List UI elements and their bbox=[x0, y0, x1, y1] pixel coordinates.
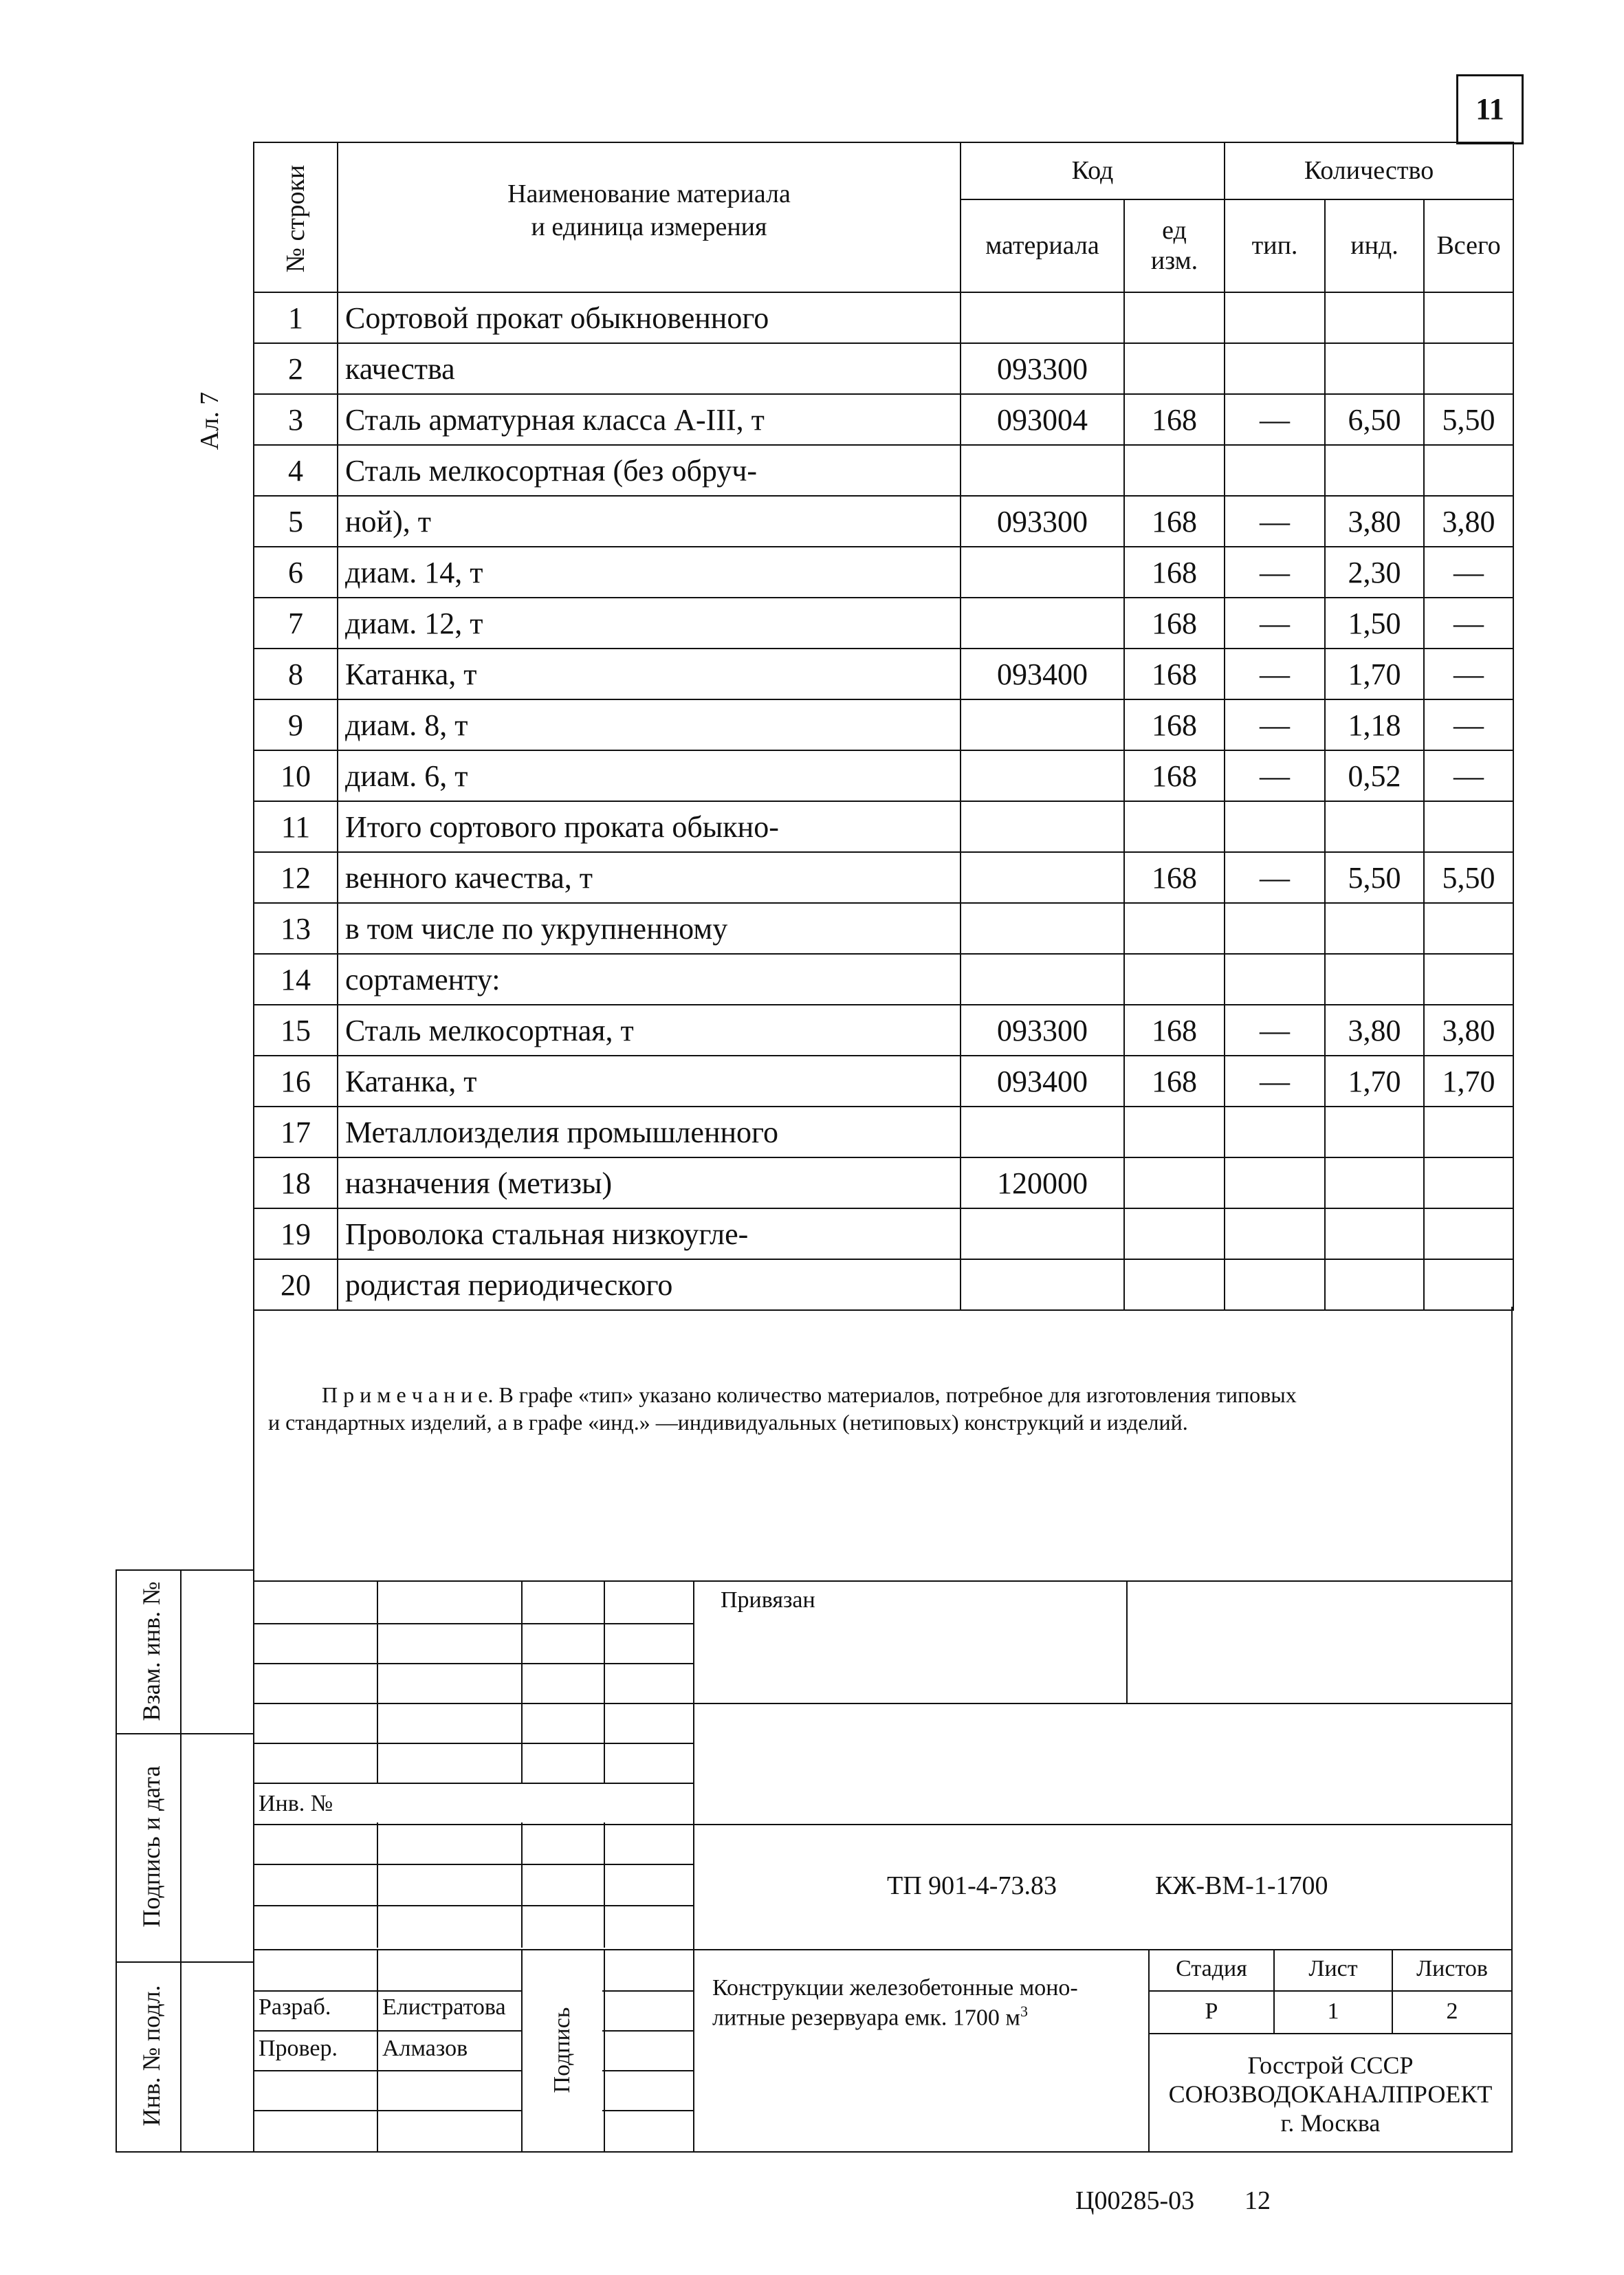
table-row bbox=[254, 343, 1513, 394]
tb-prover-label: Провер. bbox=[259, 2036, 338, 2061]
row-name: Катанка, т bbox=[338, 1056, 961, 1107]
table-row bbox=[254, 496, 1513, 547]
note-label: П р и м е ч а н и е. bbox=[322, 1382, 494, 1407]
row-qty-ind: 0,52 bbox=[1325, 750, 1424, 801]
row-number: 7 bbox=[254, 598, 338, 649]
row-material-code: 120000 bbox=[961, 1157, 1124, 1208]
row-unit-code: 168 bbox=[1124, 750, 1225, 801]
tb-col-line bbox=[377, 1949, 378, 2153]
row-material-code: 093300 bbox=[961, 343, 1124, 394]
row-unit-code bbox=[1124, 801, 1225, 852]
table-row bbox=[254, 750, 1513, 801]
tb-title-line1: Конструкции железобетонные моно- bbox=[712, 1975, 1078, 2001]
row-qty-ind bbox=[1325, 292, 1424, 343]
row-material-code bbox=[961, 1208, 1124, 1259]
header-q-typ: тип. bbox=[1225, 199, 1325, 292]
row-name: Сталь арматурная класса А-III, т bbox=[338, 394, 961, 445]
tb-podpis: Подпись bbox=[549, 2007, 575, 2093]
row-unit-code: 168 bbox=[1124, 496, 1225, 547]
row-unit-code bbox=[1124, 292, 1225, 343]
tb-sheets: 2 bbox=[1446, 1999, 1458, 2024]
header-row-no-text: № строки bbox=[281, 164, 310, 273]
header-code: Код bbox=[961, 142, 1225, 199]
row-name: Сталь мелкосортная, т bbox=[338, 1005, 961, 1056]
row-qty-total: 5,50 bbox=[1424, 394, 1513, 445]
row-unit-code bbox=[1124, 343, 1225, 394]
row-unit-code: 168 bbox=[1124, 1056, 1225, 1107]
row-qty-typ: — bbox=[1225, 598, 1325, 649]
tb-row-line bbox=[253, 2070, 693, 2071]
row-number: 5 bbox=[254, 496, 338, 547]
note-line1 bbox=[322, 1382, 1297, 1408]
tb-sheet: 1 bbox=[1327, 1999, 1339, 2024]
row-qty-typ: — bbox=[1225, 649, 1325, 699]
row-qty-total: — bbox=[1424, 699, 1513, 750]
tb-inv-no: Инв. № bbox=[259, 1791, 333, 1816]
header-q-ind: инд. bbox=[1325, 199, 1424, 292]
row-qty-typ: — bbox=[1225, 852, 1325, 903]
row-qty-typ bbox=[1225, 1259, 1325, 1310]
row-qty-total: 3,80 bbox=[1424, 1005, 1513, 1056]
header-code-unit bbox=[1124, 199, 1225, 292]
tb-doc-code: ТП 901-4-73.83 bbox=[887, 1871, 1057, 1900]
table-row bbox=[254, 1107, 1513, 1157]
row-name: назначения (метизы) bbox=[338, 1157, 961, 1208]
header-name bbox=[338, 142, 961, 292]
row-name: сортаменту: bbox=[338, 954, 961, 1005]
row-qty-total bbox=[1424, 903, 1513, 954]
row-material-code: 093004 bbox=[961, 394, 1124, 445]
row-qty-typ bbox=[1225, 1107, 1325, 1157]
row-qty-total bbox=[1424, 1107, 1513, 1157]
tb-title-sup: 3 bbox=[1020, 2003, 1028, 2020]
row-qty-ind: 1,18 bbox=[1325, 699, 1424, 750]
table-row bbox=[254, 1157, 1513, 1208]
tb-privyazan-bottom bbox=[693, 1703, 1513, 1704]
tb-row-line bbox=[253, 2030, 693, 2032]
row-material-code bbox=[961, 903, 1124, 954]
table-row bbox=[254, 699, 1513, 750]
row-material-code bbox=[961, 292, 1124, 343]
row-name: диам. 8, т bbox=[338, 699, 961, 750]
row-number: 10 bbox=[254, 750, 338, 801]
row-number: 18 bbox=[254, 1157, 338, 1208]
materials-table bbox=[253, 142, 1514, 1311]
row-qty-typ bbox=[1225, 954, 1325, 1005]
row-number: 2 bbox=[254, 343, 338, 394]
row-number: 13 bbox=[254, 903, 338, 954]
table-row bbox=[254, 801, 1513, 852]
row-qty-ind bbox=[1325, 954, 1424, 1005]
side-stamp-vdiv bbox=[180, 1569, 182, 2153]
tb-org3: г. Москва bbox=[1280, 2109, 1381, 2137]
row-qty-ind bbox=[1325, 1107, 1424, 1157]
row-name: в том числе по укрупненному bbox=[338, 903, 961, 954]
row-qty-typ: — bbox=[1225, 1005, 1325, 1056]
table-row bbox=[254, 649, 1513, 699]
row-qty-typ bbox=[1225, 801, 1325, 852]
table-row bbox=[254, 598, 1513, 649]
row-name: диам. 6, т bbox=[338, 750, 961, 801]
table-row bbox=[254, 903, 1513, 954]
row-number: 1 bbox=[254, 292, 338, 343]
row-qty-ind: 6,50 bbox=[1325, 394, 1424, 445]
row-unit-code: 168 bbox=[1124, 1005, 1225, 1056]
row-unit-code: 168 bbox=[1124, 598, 1225, 649]
row-qty-ind bbox=[1325, 801, 1424, 852]
row-material-code bbox=[961, 547, 1124, 598]
row-name: Итого сортового проката обыкно- bbox=[338, 801, 961, 852]
row-number: 3 bbox=[254, 394, 338, 445]
footer-page: 12 bbox=[1244, 2186, 1271, 2215]
row-qty-ind: 3,80 bbox=[1325, 1005, 1424, 1056]
row-number: 12 bbox=[254, 852, 338, 903]
row-qty-total bbox=[1424, 292, 1513, 343]
row-qty-ind bbox=[1325, 1208, 1424, 1259]
row-unit-code: 168 bbox=[1124, 394, 1225, 445]
table-row bbox=[254, 1056, 1513, 1107]
row-material-code bbox=[961, 954, 1124, 1005]
header-code-unit-2: изм. bbox=[1150, 246, 1198, 276]
row-qty-total bbox=[1424, 1157, 1513, 1208]
row-name: Сталь мелкосортная (без обруч- bbox=[338, 445, 961, 496]
row-qty-total bbox=[1424, 954, 1513, 1005]
tb-sheet-code: КЖ-ВМ-1-1700 bbox=[1155, 1871, 1328, 1900]
header-name-line1: Наименование материала bbox=[507, 179, 791, 208]
row-qty-typ bbox=[1225, 903, 1325, 954]
row-qty-total bbox=[1424, 343, 1513, 394]
row-qty-ind: 3,80 bbox=[1325, 496, 1424, 547]
row-unit-code bbox=[1124, 1208, 1225, 1259]
note-line2: и стандартных изделий, а в графе «инд.» —индивидуальных (нетиповых) конструкций и изделий. bbox=[268, 1410, 1188, 1435]
row-qty-typ bbox=[1225, 1157, 1325, 1208]
row-qty-total: — bbox=[1424, 547, 1513, 598]
row-unit-code bbox=[1124, 903, 1225, 954]
tb-privyazan: Привязан bbox=[721, 1587, 815, 1613]
row-qty-total bbox=[1424, 445, 1513, 496]
tb-privyazan-split bbox=[1126, 1580, 1128, 1704]
row-name: диам. 12, т bbox=[338, 598, 961, 649]
header-name-line2: и единица измерения bbox=[531, 213, 767, 241]
row-name: венного качества, т bbox=[338, 852, 961, 903]
tb-col-line bbox=[693, 1580, 694, 2153]
row-qty-typ: — bbox=[1225, 699, 1325, 750]
row-qty-ind bbox=[1325, 1157, 1424, 1208]
header-row-no bbox=[254, 142, 338, 292]
row-material-code bbox=[961, 699, 1124, 750]
row-qty-typ bbox=[1225, 343, 1325, 394]
tb-sheet-label: Лист bbox=[1308, 1956, 1358, 1981]
tb-row-line bbox=[253, 2110, 693, 2111]
row-qty-typ bbox=[1225, 445, 1325, 496]
side-stamp-podpis: Подпись и дата bbox=[138, 1765, 165, 1928]
row-material-code bbox=[961, 445, 1124, 496]
row-material-code bbox=[961, 852, 1124, 903]
row-number: 16 bbox=[254, 1056, 338, 1107]
row-qty-total bbox=[1424, 1259, 1513, 1310]
row-number: 4 bbox=[254, 445, 338, 496]
table-row bbox=[254, 1005, 1513, 1056]
row-unit-code bbox=[1124, 1259, 1225, 1310]
tb-prover-name: Алмазов bbox=[382, 2036, 468, 2061]
row-qty-ind bbox=[1325, 445, 1424, 496]
tb-stage: Р bbox=[1205, 1999, 1218, 2024]
row-material-code bbox=[961, 1259, 1124, 1310]
row-qty-total bbox=[1424, 801, 1513, 852]
tb-row-line bbox=[253, 1949, 693, 1950]
row-name: Проволока стальная низкоугле- bbox=[338, 1208, 961, 1259]
row-name: Катанка, т bbox=[338, 649, 961, 699]
tb-row-line bbox=[253, 1743, 693, 1744]
tb-row-line bbox=[253, 1623, 693, 1624]
tb-stage-bottom bbox=[1148, 2033, 1513, 2034]
row-qty-ind: 5,50 bbox=[1325, 852, 1424, 903]
row-unit-code bbox=[1124, 1107, 1225, 1157]
tb-razrab-label: Разраб. bbox=[259, 1994, 331, 2020]
row-name: Металлоизделия промышленного bbox=[338, 1107, 961, 1157]
table-row bbox=[254, 1208, 1513, 1259]
row-number: 6 bbox=[254, 547, 338, 598]
row-number: 11 bbox=[254, 801, 338, 852]
side-stamp-vzam: Взам. инв. № bbox=[138, 1581, 165, 1721]
row-qty-total: 3,80 bbox=[1424, 496, 1513, 547]
row-material-code bbox=[961, 801, 1124, 852]
tb-sheets-label: Листов bbox=[1416, 1956, 1488, 1981]
tb-col-line bbox=[604, 1580, 605, 1948]
row-qty-typ bbox=[1225, 1208, 1325, 1259]
note-text-1: В графе «тип» указано количество материалов, потребное для изготовления типовых bbox=[493, 1382, 1297, 1407]
page-number: 11 bbox=[1475, 92, 1504, 126]
row-qty-typ: — bbox=[1225, 394, 1325, 445]
tb-stage-label: Стадия bbox=[1176, 1956, 1247, 1981]
row-qty-typ: — bbox=[1225, 547, 1325, 598]
row-name: Сортовой прокат обыкновенного bbox=[338, 292, 961, 343]
row-qty-typ: — bbox=[1225, 750, 1325, 801]
table-row bbox=[254, 547, 1513, 598]
tb-razrab-name: Елистратова bbox=[382, 1994, 506, 2020]
header-quantity: Количество bbox=[1225, 142, 1513, 199]
row-qty-typ: — bbox=[1225, 496, 1325, 547]
tb-col-line bbox=[604, 1949, 605, 2153]
row-material-code: 093300 bbox=[961, 496, 1124, 547]
tb-code-top bbox=[693, 1824, 1513, 1825]
table-row bbox=[254, 954, 1513, 1005]
table-row bbox=[254, 445, 1513, 496]
row-qty-total: 5,50 bbox=[1424, 852, 1513, 903]
row-qty-ind: 1,70 bbox=[1325, 649, 1424, 699]
row-material-code bbox=[961, 598, 1124, 649]
tb-org2: СОЮЗВОДОКАНАЛПРОЕКТ bbox=[1168, 2080, 1493, 2108]
row-unit-code: 168 bbox=[1124, 852, 1225, 903]
table-row bbox=[254, 1259, 1513, 1310]
row-unit-code bbox=[1124, 954, 1225, 1005]
row-name: родистая периодического bbox=[338, 1259, 961, 1310]
side-label: Ал. 7 bbox=[195, 391, 224, 450]
row-number: 9 bbox=[254, 699, 338, 750]
row-unit-code bbox=[1124, 445, 1225, 496]
row-name: ной), т bbox=[338, 496, 961, 547]
tb-row-line bbox=[253, 1990, 693, 1992]
row-unit-code bbox=[1124, 1157, 1225, 1208]
tb-row-line bbox=[253, 1905, 693, 1906]
header-q-total: Всего bbox=[1424, 199, 1513, 292]
side-stamp-inv-podl: Инв. № подл. bbox=[138, 1985, 165, 2126]
row-material-code bbox=[961, 1107, 1124, 1157]
row-qty-total: — bbox=[1424, 750, 1513, 801]
tb-row-line bbox=[253, 1703, 693, 1704]
page-number-box bbox=[1456, 74, 1524, 144]
row-qty-total: 1,70 bbox=[1424, 1056, 1513, 1107]
row-number: 20 bbox=[254, 1259, 338, 1310]
row-number: 8 bbox=[254, 649, 338, 699]
row-qty-total bbox=[1424, 1208, 1513, 1259]
row-qty-ind: 1,50 bbox=[1325, 598, 1424, 649]
tb-org1: Госстрой СССР bbox=[1247, 2051, 1414, 2079]
row-material-code: 093400 bbox=[961, 1056, 1124, 1107]
header-code-unit-1: ед bbox=[1162, 216, 1187, 246]
header-code-material: материала bbox=[961, 199, 1124, 292]
row-material-code bbox=[961, 750, 1124, 801]
row-material-code: 093400 bbox=[961, 649, 1124, 699]
table-row bbox=[254, 292, 1513, 343]
row-qty-total: — bbox=[1424, 598, 1513, 649]
row-qty-ind bbox=[1325, 903, 1424, 954]
row-unit-code: 168 bbox=[1124, 649, 1225, 699]
row-name: качества bbox=[338, 343, 961, 394]
tb-col-line bbox=[521, 1580, 523, 1948]
row-qty-ind: 1,70 bbox=[1325, 1056, 1424, 1107]
row-name: диам. 14, т bbox=[338, 547, 961, 598]
row-number: 17 bbox=[254, 1107, 338, 1157]
tb-code-bottom bbox=[693, 1949, 1513, 1950]
tb-row-line bbox=[253, 1663, 693, 1664]
row-qty-typ bbox=[1225, 292, 1325, 343]
row-unit-code: 168 bbox=[1124, 699, 1225, 750]
row-number: 15 bbox=[254, 1005, 338, 1056]
tb-title-line2 bbox=[712, 2003, 1028, 2031]
tb-row-line bbox=[253, 1824, 693, 1825]
row-material-code: 093300 bbox=[961, 1005, 1124, 1056]
tb-row-line bbox=[253, 1864, 693, 1865]
tb-title-line2-text: литные резервуара емк. 1700 м bbox=[712, 2005, 1020, 2031]
table-row bbox=[254, 852, 1513, 903]
footer-code: Ц00285-03 bbox=[1075, 2186, 1195, 2215]
tb-col-line bbox=[377, 1580, 378, 1948]
row-qty-ind bbox=[1325, 343, 1424, 394]
row-qty-ind bbox=[1325, 1259, 1424, 1310]
row-number: 19 bbox=[254, 1208, 338, 1259]
row-qty-ind: 2,30 bbox=[1325, 547, 1424, 598]
row-qty-total: — bbox=[1424, 649, 1513, 699]
tb-spacer bbox=[1150, 1992, 1511, 1993]
row-number: 14 bbox=[254, 954, 338, 1005]
row-qty-typ: — bbox=[1225, 1056, 1325, 1107]
row-unit-code: 168 bbox=[1124, 547, 1225, 598]
table-row bbox=[254, 394, 1513, 445]
